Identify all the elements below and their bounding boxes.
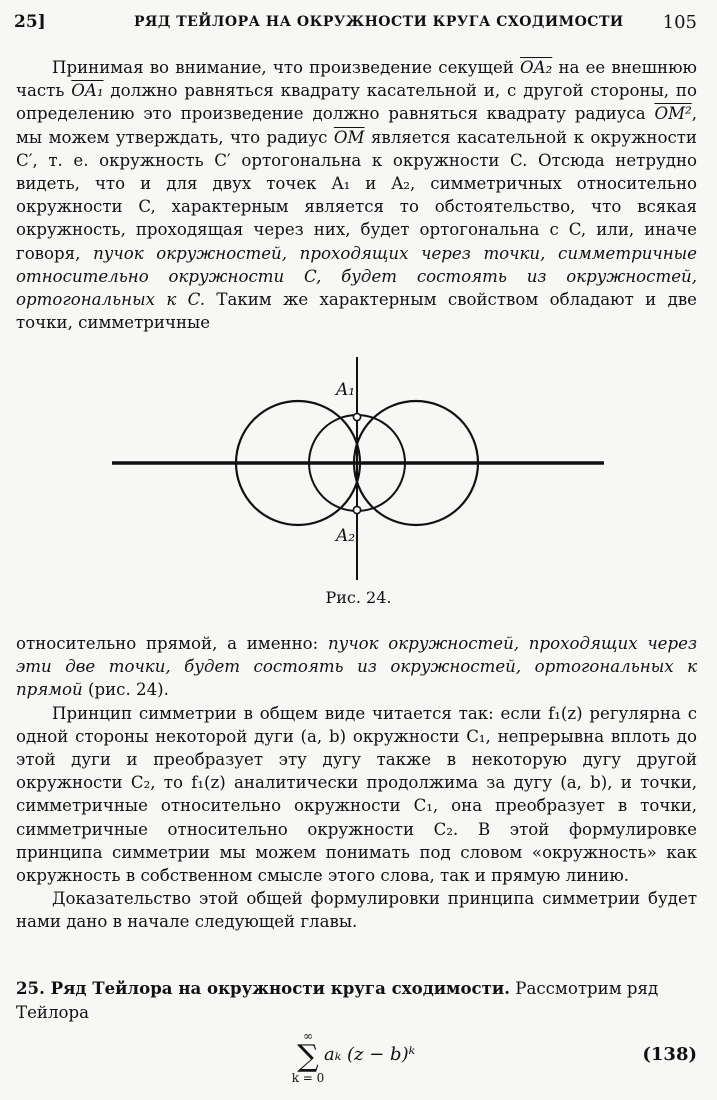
para1-text-2: на ее внешнюю часть bbox=[16, 58, 697, 101]
sum-upper-limit: ∞ bbox=[303, 1029, 313, 1043]
section-25-text: Рассмотрим ряд Тейлора bbox=[16, 979, 659, 1022]
sum-lower-limit: k = 0 bbox=[291, 1071, 325, 1085]
paragraph-1 bbox=[16, 56, 697, 334]
para2-text-1: относительно прямой, а именно: bbox=[16, 634, 328, 653]
sigma-symbol: ∑ bbox=[297, 1039, 319, 1074]
segment-oa2: OA₂ bbox=[520, 58, 553, 77]
equation-number: (138) bbox=[642, 1044, 697, 1065]
segment-om: $\overline{OM}$ bbox=[333, 127, 365, 147]
para1-text-3: должно равняться квадрату касательной и, с другой стороны, по определению это произведение должно равняться квадрату радиуса bbox=[16, 81, 697, 124]
section-25-title: 25. Ряд Тейлора на окружности круга сходимости. bbox=[16, 978, 511, 998]
section-25 bbox=[16, 976, 697, 1025]
section-number: 25] bbox=[14, 12, 46, 32]
figure-24-diagram bbox=[0, 355, 717, 585]
figure-caption: Рис. 24. bbox=[325, 588, 392, 607]
para1-text-5: является касательной к окружности C′, т. е. окружность C′ ортогональна к окружности C. Отсюда нетрудно видеть, что и для двух точек A₁ и A₂, симметричных относительно окружности C, характерным является то обстоятельство, что всякая окружность, проходящая через них, будет ортогональна с C, или, иначе говоря, bbox=[16, 127, 697, 263]
segment-oa1: OA₁ bbox=[71, 81, 104, 101]
segment-om2: OM² bbox=[654, 104, 692, 124]
point-a1 bbox=[353, 413, 360, 420]
page-number: 105 bbox=[662, 12, 697, 33]
para1-text-1: Принимая во внимание, что произведение секущей bbox=[52, 58, 521, 77]
running-header bbox=[14, 12, 697, 36]
paragraphs-lower bbox=[16, 632, 697, 934]
para1-italic-statement: пучок окружностей, проходящих через точки, симметричные относительно окружности C, будет состоять из окружностей, ортогональных к C. bbox=[16, 243, 697, 310]
figure-24 bbox=[0, 355, 717, 620]
para1-text-4: , мы можем утверждать, что радиус bbox=[16, 104, 697, 147]
para2-text-2: (рис. 24). bbox=[82, 680, 169, 700]
para1-text-6: Таким же характерным свойством обладают и две точки, симметричные bbox=[16, 290, 697, 333]
formula-138 bbox=[0, 1030, 717, 1090]
point-a2 bbox=[353, 506, 360, 513]
paragraph-4: Доказательство этой общей формулировки принципа симметрии будет нами дано в начале следующей главы. bbox=[16, 889, 697, 932]
paragraph-2 bbox=[16, 632, 697, 702]
label-a1: A₁ bbox=[336, 380, 356, 400]
label-a2: A₂ bbox=[336, 526, 356, 546]
running-title: РЯД ТЕЙЛОРА НА ОКРУЖНОСТИ КРУГА СХОДИМОСТИ bbox=[134, 14, 624, 30]
series-term: aₖ (z − b)ᵏ bbox=[324, 1044, 416, 1065]
paragraph-3: Принцип симметрии в общем виде читается так: если f₁(z) регулярна с одной стороны некоторой дуги (a, b) окружности C₁, непрерывна вплоть до этой дуги и преобразует эту дугу также в некоторую дугу другой окружности C₂, то f₁(z) аналитически продолжима за дугу (a, b), и точки, симметричные относительно окружности C₁, она преобразует в точки, симметричные относительно окружности C₂. В этой формулировке принципа симметрии мы можем понимать под словом «окружность» как окружность в собственном смысле этого слова, так и прямую линию. bbox=[16, 703, 697, 886]
para2-italic-statement: пучок окружностей, проходящих через эти две точки, будет состоять из окружностей, ортогональных к прямой bbox=[16, 634, 697, 700]
